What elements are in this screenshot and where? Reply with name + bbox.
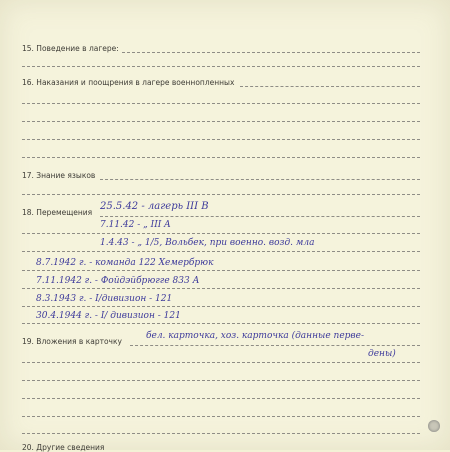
transfer-entry-1: 25.5.42 - лагерь III B: [100, 201, 209, 212]
field-18-line-6: [22, 306, 420, 307]
field-16-line-4: [22, 139, 420, 140]
field-16-line-3: [22, 121, 420, 122]
field-19-label: 19. Вложения в карточку: [22, 337, 122, 346]
field-19-line-4: [22, 398, 420, 399]
field-17-line-2: [22, 194, 420, 195]
field-18-line: [100, 216, 420, 217]
field-18-line-3: [22, 251, 420, 252]
field-18-line-2: [22, 233, 420, 234]
field-17-line: [100, 179, 420, 180]
field-19-line-3: [22, 380, 420, 381]
field-15-line-2: [22, 66, 420, 67]
field-15-line: [122, 52, 420, 53]
transfer-entry-7: 30.4.1944 г. - I/ дивизион - 121: [36, 311, 181, 321]
transfer-entry-2: 7.11.42 - „ III A: [100, 220, 171, 230]
punch-hole: [428, 420, 440, 432]
transfer-entry-3: 1.4.43 - „ 1/5, Вольбек, при военно. возд. мла: [100, 238, 315, 248]
field-19-line-6: [22, 433, 420, 434]
transfer-entry-4: 8.7.1942 г. - команда 122 Хемербрюк: [36, 258, 214, 268]
field-20-label: 20. Другие сведения: [22, 443, 105, 452]
field-16-line-2: [22, 103, 420, 104]
field-19-line-2: [22, 362, 420, 363]
attachment-entry-1: бел. карточка, хоз. карточка (данные перве-: [146, 331, 365, 341]
field-19-line-5: [22, 416, 420, 417]
field-16-line-5: [22, 157, 420, 158]
field-19-line: [130, 345, 420, 346]
field-16-line: [240, 86, 420, 87]
field-18-line-4: [22, 270, 420, 271]
transfer-entry-6: 8.3.1943 г. - I/дивизион - 121: [36, 294, 173, 304]
field-15-label: 15. Поведение в лагере:: [22, 44, 119, 53]
field-16-label: 16. Наказания и поощрения в лагере военнопленных: [22, 78, 235, 87]
field-17-label: 17. Знание языков: [22, 171, 96, 180]
field-18-line-7: [22, 323, 420, 324]
field-18-label: 18. Перемещения: [22, 208, 93, 217]
transfer-entry-5: 7.11.1942 г. - Фойдэйбрюгге 833 А: [36, 276, 200, 286]
field-18-line-5: [22, 288, 420, 289]
attachment-entry-2: дены): [368, 349, 396, 359]
